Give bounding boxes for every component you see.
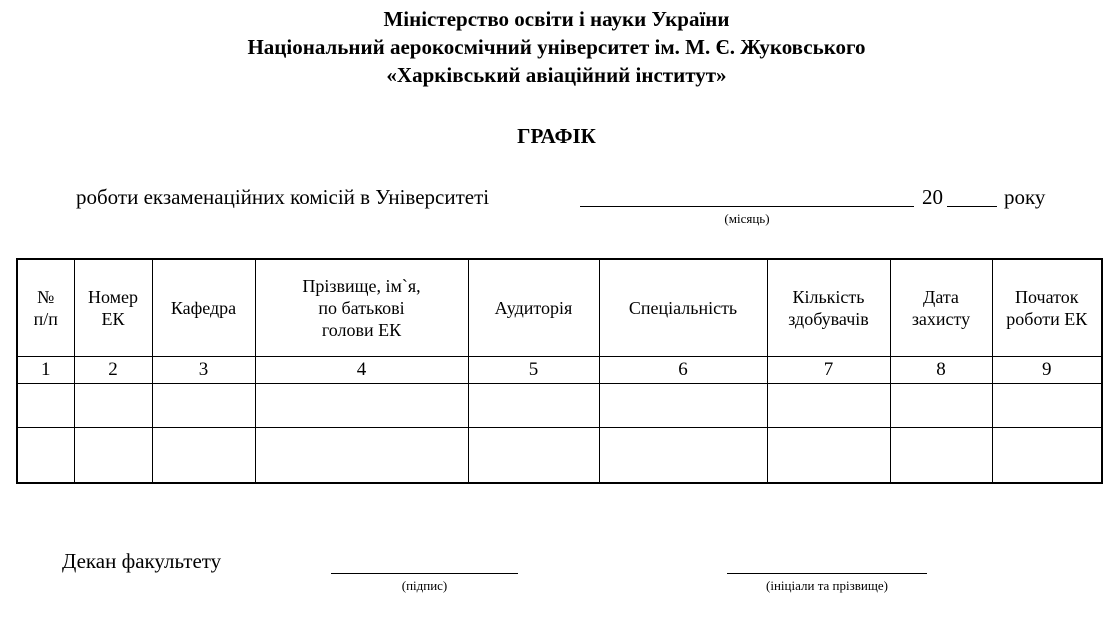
column-header-line: № [37, 286, 55, 307]
signature-line [331, 573, 518, 574]
column-header-line: п/п [33, 308, 58, 329]
table-cell[interactable] [152, 383, 255, 427]
year-prefix: 20 [922, 185, 943, 209]
column-header [74, 259, 152, 356]
column-number: 4 [255, 356, 468, 383]
signature-hint: (підпис) [401, 578, 448, 593]
column-number: 5 [468, 356, 599, 383]
column-number: 3 [152, 356, 255, 383]
ministry-name: Міністерство освіти і науки України [383, 7, 730, 31]
column-header-line: Кількість [792, 286, 865, 307]
table-row [17, 383, 1102, 427]
column-header [255, 259, 468, 356]
column-header-line: здобувачів [788, 308, 869, 329]
column-header-line: ЕК [101, 308, 125, 329]
column-header-line: роботи ЕК [1006, 308, 1088, 329]
document-title: ГРАФІК [517, 124, 596, 148]
column-header [890, 259, 992, 356]
column-header [599, 259, 767, 356]
schedule-table [16, 258, 1103, 484]
month-hint: (місяць) [724, 211, 770, 226]
table-cell[interactable] [992, 427, 1102, 483]
university-name: Національний аерокосмічний університет ім. М. Є. Жуковського [247, 35, 866, 59]
column-header-line: Дата [923, 286, 959, 307]
column-header [767, 259, 890, 356]
table-cell[interactable] [74, 383, 152, 427]
column-number: 9 [992, 356, 1102, 383]
column-header-line: Аудиторія [494, 297, 573, 318]
table-cell[interactable] [599, 427, 767, 483]
column-header-line: Прізвище, ім`я, [302, 275, 421, 296]
column-header [992, 259, 1102, 356]
column-header-line: Номер [87, 286, 139, 307]
column-number: 2 [74, 356, 152, 383]
table-cell[interactable] [468, 383, 599, 427]
table-cell[interactable] [255, 427, 468, 483]
column-number: 1 [17, 356, 74, 383]
institute-name: «Харківський авіаційний інститут» [386, 63, 727, 87]
table-row [17, 427, 1102, 483]
month-blank-line [580, 206, 914, 207]
table-cell[interactable] [17, 383, 74, 427]
table-cell[interactable] [890, 427, 992, 483]
table-header-row [17, 259, 1102, 356]
table-cell[interactable] [74, 427, 152, 483]
subtitle-text: роботи екзаменаційних комісій в Університеті [76, 185, 490, 209]
column-header-line: Спеціальність [628, 297, 738, 318]
column-header-line: Початок [1015, 286, 1079, 307]
table-cell[interactable] [17, 427, 74, 483]
table-cell[interactable] [152, 427, 255, 483]
year-blank-line [947, 206, 997, 207]
column-number: 6 [599, 356, 767, 383]
column-header-line: захисту [911, 308, 971, 329]
column-header [468, 259, 599, 356]
table-cell[interactable] [992, 383, 1102, 427]
name-hint: (ініціали та прізвище) [766, 578, 888, 593]
column-header-line: Кафедра [170, 297, 237, 318]
column-header [17, 259, 74, 356]
name-line [727, 573, 927, 574]
table-cell[interactable] [599, 383, 767, 427]
column-header [152, 259, 255, 356]
table-cell[interactable] [468, 427, 599, 483]
column-header-line: по батькові [318, 297, 405, 318]
table-cell[interactable] [767, 427, 890, 483]
table-cell[interactable] [767, 383, 890, 427]
table-cell[interactable] [890, 383, 992, 427]
column-header-line: голови ЕК [321, 319, 402, 340]
column-number-row [17, 356, 1102, 383]
year-suffix: року [1004, 185, 1046, 209]
table-cell[interactable] [255, 383, 468, 427]
column-number: 7 [767, 356, 890, 383]
dean-label: Декан факультету [62, 549, 222, 573]
column-number: 8 [890, 356, 992, 383]
